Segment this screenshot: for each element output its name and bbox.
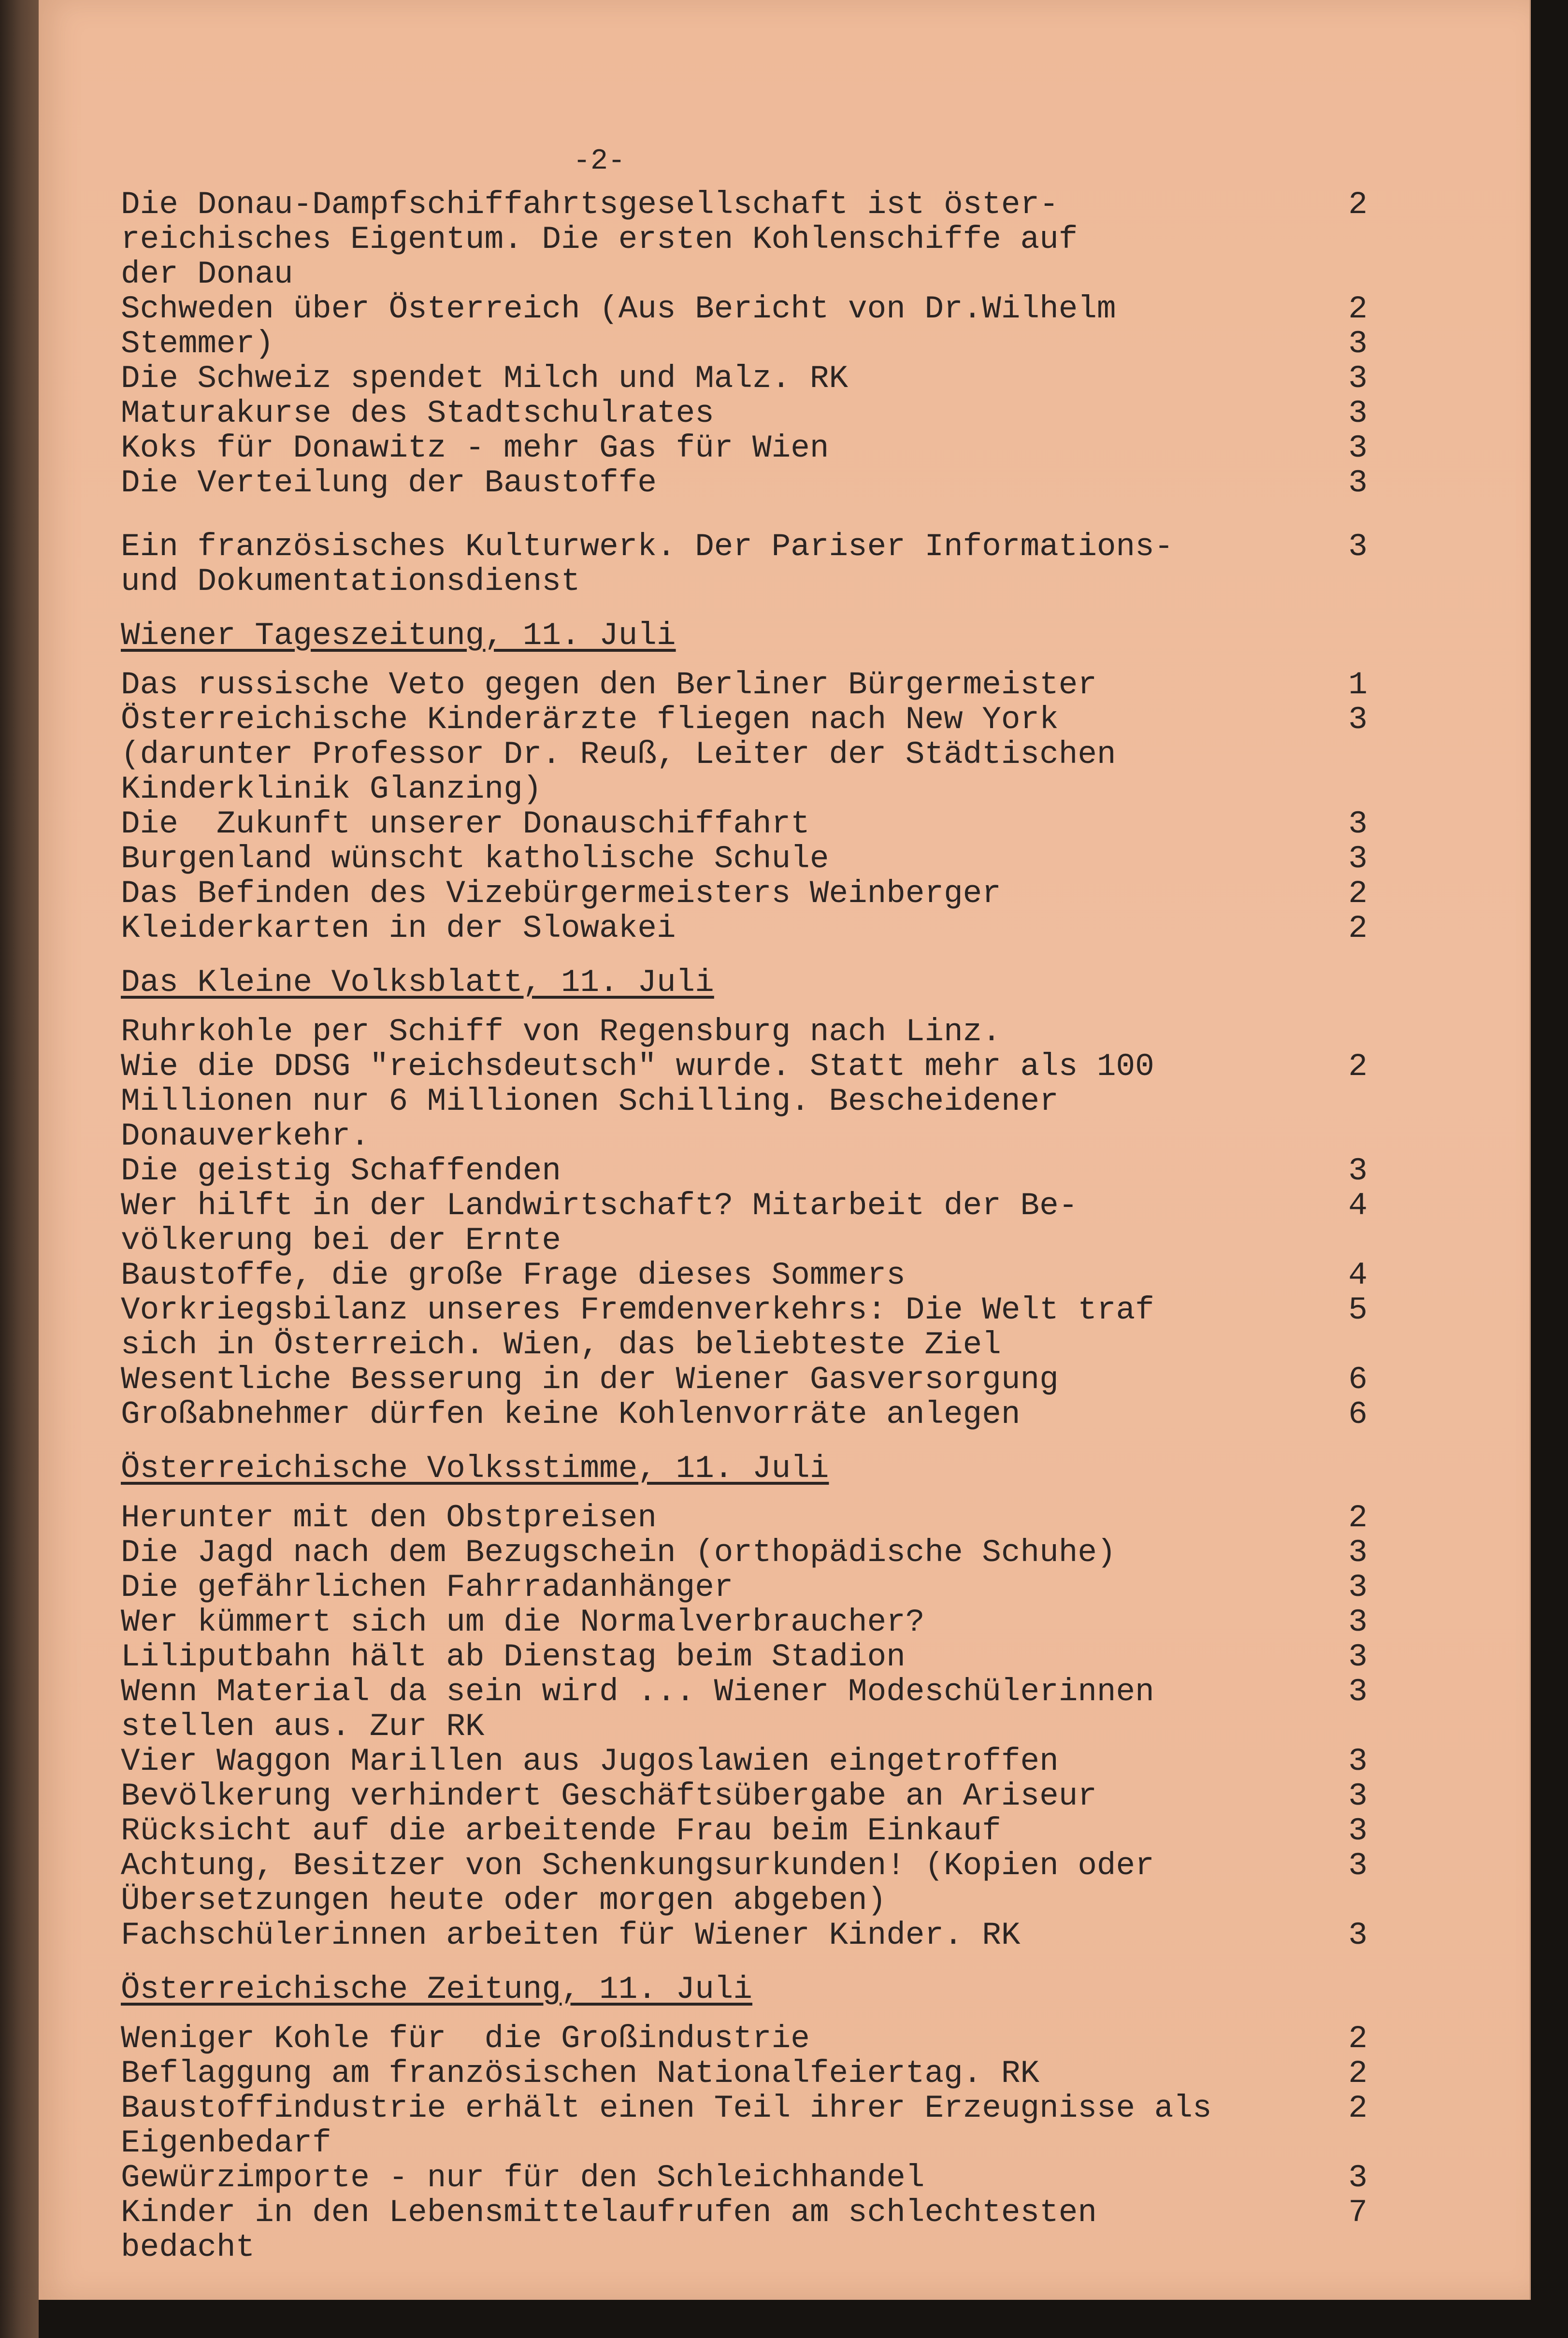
newspaper-source-heading: Österreichische Volksstimme, 11. Juli (121, 1450, 829, 1487)
article-entry (121, 2091, 1367, 2161)
page-number: -2- (573, 145, 626, 178)
page-reference: 7 (1348, 2195, 1367, 2231)
article-title-line: Gewürzimporte - nur für den Schleichhandel (121, 2160, 925, 2196)
article-title-line: Die gefährlichen Fahrradanhänger (121, 1569, 734, 1606)
article-entry (121, 1675, 1367, 1744)
newspaper-source-heading: Wiener Tageszeitung, 11. Juli (121, 617, 676, 654)
page-reference: 3 (1348, 326, 1367, 362)
article-entry (121, 703, 1367, 807)
article-entry (121, 1779, 1367, 1814)
page-reference: 2 (1348, 1048, 1367, 1085)
article-title-line: Österreichische Kinderärzte fliegen nach New York (121, 702, 1059, 738)
article-title-line: Wer kümmert sich um die Normalverbraucher? (121, 1604, 925, 1640)
article-title-line: Weniger Kohle für die Großindustrie (121, 2021, 810, 2057)
page-reference: 4 (1348, 1257, 1367, 1293)
article-entry (121, 292, 1367, 361)
article-title-line: Kinderklinik Glanzing) (121, 771, 542, 807)
article-title-line: Vorkriegsbilanz unseres Fremdenverkehrs: Die Welt traf (121, 1292, 1154, 1328)
article-title-line: Schweden über Österreich (Aus Bericht von Dr.Wilhelm (121, 291, 1116, 327)
article-entry (121, 1814, 1367, 1849)
page-reference: 3 (1348, 1674, 1367, 1710)
article-entry (121, 842, 1367, 876)
page-reference: 3 (1348, 529, 1367, 565)
article-entry (121, 1918, 1367, 1953)
article-title-line: Ein französisches Kulturwerk. Der Pariser Informations- (121, 529, 1174, 565)
article-entry (121, 466, 1367, 501)
article-title-line: Baustoffindustrie erhält einen Teil ihrer Erzeugnisse als (121, 2090, 1212, 2126)
article-title-line: Baustoffe, die große Frage dieses Sommers (121, 1257, 906, 1293)
article-entry (121, 396, 1367, 431)
article-entry (121, 1363, 1367, 1397)
article-entry (121, 1849, 1367, 1918)
article-title-line: Donauverkehr. (121, 1118, 370, 1154)
article-title-line: Bevölkerung verhindert Geschäftsübergabe an Ariseur (121, 1778, 1097, 1814)
article-entry (121, 2161, 1367, 2195)
page-reference: 3 (1348, 1639, 1367, 1675)
article-entry (121, 187, 1367, 292)
article-title-line: Das Befinden des Vizebürgermeisters Weinberger (121, 875, 1001, 912)
article-entry (121, 2022, 1367, 2056)
article-entry (121, 1570, 1367, 1605)
article-entry (121, 807, 1367, 842)
article-entry (121, 876, 1367, 911)
article-entry (121, 530, 1367, 599)
article-title-line: Eigenbedarf (121, 2125, 331, 2161)
article-title-line: Das russische Veto gegen den Berliner Bürgermeister (121, 667, 1097, 703)
article-title-line: Die Verteilung der Baustoffe (121, 465, 657, 501)
article-title-line: Millionen nur 6 Millionen Schilling. Bescheidener (121, 1083, 1059, 1119)
page-reference: 3 (1348, 1604, 1367, 1640)
article-entry (121, 1744, 1367, 1779)
article-title-line: Rücksicht auf die arbeitende Frau beim Einkauf (121, 1813, 1001, 1849)
page-reference: 3 (1348, 1848, 1367, 1884)
page-reference: 3 (1348, 841, 1367, 877)
article-title-line: reichisches Eigentum. Die ersten Kohlenschiffe auf (121, 221, 1078, 258)
article-entry (121, 1154, 1367, 1189)
page-reference: 3 (1348, 1813, 1367, 1849)
page-reference: 3 (1348, 2160, 1367, 2196)
article-title-line: Burgenland wünscht katholische Schule (121, 841, 829, 877)
document-page (39, 0, 1531, 2300)
article-entry (121, 2056, 1367, 2091)
article-title-line: Wenn Material da sein wird ... Wiener Modeschülerinnen (121, 1674, 1154, 1710)
article-title-line: Stemmer) (121, 326, 274, 362)
page-reference: 2 (1348, 291, 1367, 327)
article-title-line: Die Zukunft unserer Donauschiffahrt (121, 806, 810, 842)
article-title-line: Fachschülerinnen arbeiten für Wiener Kinder. RK (121, 1917, 1021, 1953)
page-reference: 2 (1348, 186, 1367, 223)
page-reference: 3 (1348, 395, 1367, 431)
article-entry (121, 1293, 1367, 1363)
article-title-line: sich in Österreich. Wien, das beliebteste Ziel (121, 1327, 1001, 1363)
article-title-line: (darunter Professor Dr. Reuß, Leiter der Städtischen (121, 736, 1116, 773)
page-reference: 2 (1348, 2055, 1367, 2092)
article-entry (121, 431, 1367, 466)
press-review-list (121, 145, 1367, 2265)
page-reference: 1 (1348, 667, 1367, 703)
page-reference: 2 (1348, 2021, 1367, 2057)
page-reference: 3 (1348, 1153, 1367, 1189)
page-reference: 3 (1348, 430, 1367, 466)
page-reference: 6 (1348, 1396, 1367, 1433)
article-entry (121, 2195, 1367, 2265)
article-entry (121, 1501, 1367, 1535)
article-title-line: stellen aus. Zur RK (121, 1708, 485, 1745)
spacer (121, 501, 1367, 530)
article-title-line: Achtung, Besitzer von Schenkungsurkunden! (Kopien oder (121, 1848, 1154, 1884)
article-title-line: Liliputbahn hält ab Dienstag beim Stadion (121, 1639, 906, 1675)
article-entry (121, 1605, 1367, 1640)
article-title-line: Großabnehmer dürfen keine Kohlenvorräte anlegen (121, 1396, 1021, 1433)
page-reference: 3 (1348, 1917, 1367, 1953)
article-entry (121, 361, 1367, 396)
article-entry (121, 1258, 1367, 1293)
article-title-line: Die geistig Schaffenden (121, 1153, 561, 1189)
article-title-line: Kinder in den Lebensmittelaufrufen am schlechtesten (121, 2195, 1097, 2231)
article-entry (121, 1397, 1367, 1432)
page-reference: 3 (1348, 465, 1367, 501)
page-reference: 2 (1348, 910, 1367, 947)
page-reference: 2 (1348, 1500, 1367, 1536)
article-title-line: Wer hilft in der Landwirtschaft? Mitarbeit der Be- (121, 1188, 1078, 1224)
article-title-line: und Dokumentationsdienst (121, 563, 580, 600)
newspaper-source-heading: Österreichische Zeitung, 11. Juli (121, 1971, 753, 2008)
page-reference: 3 (1348, 1778, 1367, 1814)
page-reference: 3 (1348, 806, 1367, 842)
article-title-line: Beflaggung am französischen Nationalfeiertag. RK (121, 2055, 1040, 2092)
article-title-line: Ruhrkohle per Schiff von Regensburg nach Linz. (121, 1014, 1001, 1050)
article-entry (121, 911, 1367, 946)
article-title-line: Wesentliche Besserung in der Wiener Gasversorgung (121, 1362, 1059, 1398)
article-title-line: Koks für Donawitz - mehr Gas für Wien (121, 430, 829, 466)
page-reference: 5 (1348, 1292, 1367, 1328)
article-title-line: Die Schweiz spendet Milch und Malz. RK (121, 360, 849, 397)
page-reference: 2 (1348, 2090, 1367, 2126)
book-binding (0, 0, 39, 2338)
page-reference: 3 (1348, 1535, 1367, 1571)
newspaper-source-heading: Das Kleine Volksblatt, 11. Juli (121, 964, 714, 1001)
page-reference: 3 (1348, 1569, 1367, 1606)
page-reference: 2 (1348, 875, 1367, 912)
article-title-line: Maturakurse des Stadtschulrates (121, 395, 714, 431)
article-entry (121, 1049, 1367, 1154)
article-title-line: völkerung bei der Ernte (121, 1222, 561, 1259)
article-title-line: Kleiderkarten in der Slowakei (121, 910, 676, 947)
article-title-line: Herunter mit den Obstpreisen (121, 1500, 657, 1536)
article-entry (121, 1015, 1367, 1049)
page-reference: 3 (1348, 1743, 1367, 1779)
article-title-line: Die Jagd nach dem Bezugschein (orthopädische Schuhe) (121, 1535, 1116, 1571)
article-title-line: der Donau (121, 256, 293, 292)
article-entry (121, 1640, 1367, 1675)
article-entry (121, 1535, 1367, 1570)
page-reference: 3 (1348, 360, 1367, 397)
article-title-line: Übersetzungen heute oder morgen abgeben) (121, 1882, 887, 1919)
page-reference: 6 (1348, 1362, 1367, 1398)
page-reference: 3 (1348, 702, 1367, 738)
article-title-line: Vier Waggon Marillen aus Jugoslawien eingetroffen (121, 1743, 1059, 1779)
article-title-line: Die Donau-Dampfschiffahrtsgesellschaft ist öster- (121, 186, 1059, 223)
article-entry (121, 668, 1367, 703)
article-title-line: Wie die DDSG "reichsdeutsch" wurde. Statt mehr als 100 (121, 1048, 1154, 1085)
article-entry (121, 1189, 1367, 1258)
article-title-line: bedacht (121, 2229, 255, 2266)
page-reference: 4 (1348, 1188, 1367, 1224)
